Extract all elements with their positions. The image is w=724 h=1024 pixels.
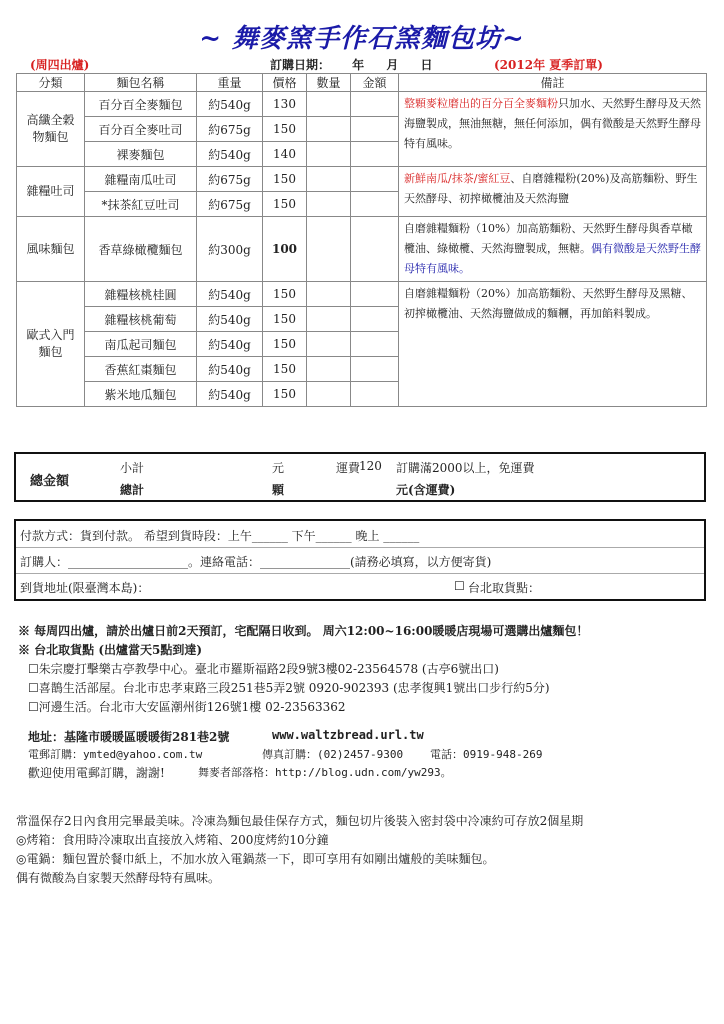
amount-cell[interactable] (351, 167, 399, 192)
col-header: 金額 (351, 74, 399, 92)
note-highlight: 整顆麥粒磨出的百分百全麥麵粉 (404, 97, 558, 110)
orderer-phone-field[interactable]: 訂購人：____________________。連絡電話：_______________(請務必填寫，以方便寄貨) (20, 555, 492, 569)
notice-pickup: ※ 台北取貨點 (出爐當天5點到達) (18, 643, 203, 657)
pickup-point-text: 喜鵲生活部屋。台北市忠孝東路三段251巷5弄2號 0920-902393 (忠孝復興1號出口步行約5分) (38, 681, 550, 695)
amount-cell[interactable] (351, 192, 399, 217)
pickup-label: 台北取貨點： (468, 581, 541, 595)
shop-address: 地址：基隆市暖暖區暖暖街281巷2號 (28, 730, 230, 744)
col-header: 價格 (263, 74, 307, 92)
quantity-cell[interactable] (307, 192, 351, 217)
pickup-point (28, 698, 346, 715)
amount-cell[interactable] (351, 117, 399, 142)
category-cell: 風味麵包 (17, 217, 85, 282)
pickup-point-text: 朱宗慶打擊樂古亭教學中心。臺北市羅斯福路2段9號3樓02-23564578 (古亭6號出口) (38, 662, 499, 676)
bread-price: 150 (263, 282, 307, 307)
bread-name: *抹茶紅豆吐司 (85, 192, 197, 217)
free-shipping-note: 訂購滿2000以上，免運費 (396, 461, 535, 475)
flavor-note: 偶有微酸為自家製天然酵母特有風味。 (16, 871, 221, 885)
bread-name: 雜糧核桃葡萄 (85, 307, 197, 332)
bread-weight: 約300g (197, 217, 263, 282)
note-text: 、自磨雜糧粉(20%)及高筋麵粉、野生天然酵母、初搾橄欖油及天然海鹽 (404, 172, 698, 205)
total-unit: 顆 (272, 483, 285, 497)
category-cell: 高纖全穀物麵包 (17, 92, 85, 167)
bread-weight: 約540g (197, 142, 263, 167)
yuan-unit: 元 (272, 461, 285, 475)
quantity-cell[interactable] (307, 92, 351, 117)
bread-weight: 約540g (197, 332, 263, 357)
bread-name: 裸麥麵包 (85, 142, 197, 167)
address-field[interactable]: 到貨地址(限臺灣本島)： (20, 581, 150, 595)
steamer-instruction: ◎電鍋：麵包置於餐巾紙上，不加水放入電鍋蒸一下，即可享用有如剛出爐般的美味麵包。 (16, 852, 495, 866)
blog-link[interactable]: 舞麥者部落格：http://blog.udn.com/yw293。 (198, 766, 452, 779)
bread-price: 150 (263, 332, 307, 357)
note-highlight: 新鮮南瓜/抹茶/蜜紅豆 (404, 172, 511, 185)
note-cell (399, 92, 707, 167)
order-table (16, 73, 707, 407)
order-date-field[interactable]: 訂購日期： 年 月 日 (270, 58, 433, 72)
bread-weight: 約675g (197, 117, 263, 142)
total-suffix: 元(含運費) (396, 483, 456, 497)
note-text: 自磨雜糧麵粉（20%）加高筋麵粉、天然野生酵母及黑糖、初搾橄欖油、天然海鹽做成的麵糰，再加餡料製成。 (404, 287, 693, 320)
quantity-cell[interactable] (307, 217, 351, 282)
table-row (17, 92, 707, 117)
quantity-cell[interactable] (307, 282, 351, 307)
bread-weight: 約540g (197, 282, 263, 307)
table-header-row (17, 74, 707, 92)
oven-instruction: ◎烤箱：食用時冷凍取出直接放入烤箱、200度烤約10分鐘 (16, 833, 329, 847)
delivery-time-row (16, 521, 704, 548)
batch-label: (周四出爐) (30, 58, 90, 72)
bread-price: 150 (263, 357, 307, 382)
notice-weekly: ※ 每周四出爐，請於出爐日前2天預訂，宅配隔日收到。 周六12:00~16:00暖暖店現場可選購出爐麵包！ (18, 624, 589, 638)
bread-weight: 約675g (197, 167, 263, 192)
bread-name: 百分百全麥吐司 (85, 117, 197, 142)
col-header: 重量 (197, 74, 263, 92)
pickup-point (28, 679, 550, 696)
storage-note: 常溫保存2日內食用完畢最美味。冷凍為麵包最佳保存方式，麵包切片後裝入密封袋中冷凍約可存放2個星期 (16, 814, 584, 828)
season-label: (2012年 夏季訂單) (494, 58, 603, 72)
welcome-text: 歡迎使用電郵訂購，謝謝! (28, 766, 165, 780)
amount-cell[interactable] (351, 92, 399, 117)
amount-cell[interactable] (351, 282, 399, 307)
customer-form (14, 519, 706, 601)
amount-cell[interactable] (351, 217, 399, 282)
total-amount-label: 總金額 (30, 474, 70, 489)
bread-price: 130 (263, 92, 307, 117)
note-cell (399, 217, 707, 282)
amount-cell[interactable] (351, 382, 399, 407)
pickup-checkbox[interactable]: ☐ (28, 662, 39, 676)
bread-price: 150 (263, 382, 307, 407)
amount-cell[interactable] (351, 357, 399, 382)
bread-weight: 約540g (197, 357, 263, 382)
quantity-cell[interactable] (307, 357, 351, 382)
pickup-checkbox[interactable]: ☐ (28, 700, 39, 714)
bread-price: 100 (263, 217, 307, 282)
bread-price: 150 (263, 117, 307, 142)
bread-weight: 約540g (197, 382, 263, 407)
shipping-label: 運費 (336, 461, 361, 475)
quantity-cell[interactable] (307, 307, 351, 332)
bread-price: 140 (263, 142, 307, 167)
bread-price: 150 (263, 192, 307, 217)
subtotal-label: 小計 (120, 461, 145, 475)
quantity-cell[interactable] (307, 142, 351, 167)
shipping-value: 120 (359, 459, 382, 473)
bread-weight: 約540g (197, 92, 263, 117)
note-highlight: 偶有微酸是天然野生酵母特有風味。 (404, 242, 701, 275)
bread-name: 雜糧核桃桂圓 (85, 282, 197, 307)
note-cell (399, 282, 707, 407)
pickup-checkbox[interactable]: ☐ (28, 681, 39, 695)
pickup-point (28, 660, 499, 677)
bread-price: 150 (263, 307, 307, 332)
bread-name: 百分百全麥麵包 (85, 92, 197, 117)
total-box (14, 452, 706, 502)
order-subheader (18, 56, 706, 72)
quantity-cell[interactable] (307, 117, 351, 142)
bread-weight: 約675g (197, 192, 263, 217)
note-text: 自磨雜糧麵粉（10%）加高筋麵粉、天然野生酵母與香草橄欖油、綠橄欖、天然海鹽製成，無糖。 (404, 222, 693, 255)
amount-cell[interactable] (351, 332, 399, 357)
bread-name: 雜糧南瓜吐司 (85, 167, 197, 192)
quantity-cell[interactable] (307, 167, 351, 192)
address-row (16, 573, 704, 599)
table-row (17, 167, 707, 192)
email-order[interactable]: 電郵訂購：ymted@yahoo.com.tw (28, 748, 203, 761)
bread-name: 香草綠橄欖麵包 (85, 217, 197, 282)
col-header: 備註 (399, 74, 707, 92)
bread-price: 150 (263, 167, 307, 192)
orderer-row (16, 547, 704, 574)
quantity-cell[interactable] (307, 382, 351, 407)
category-cell: 雜糧吐司 (17, 167, 85, 217)
fax-order: 傳真訂購：(02)2457-9300 (262, 748, 404, 761)
amount-cell[interactable] (351, 142, 399, 167)
pickup-checkbox[interactable]: ☐ (454, 579, 465, 593)
note-text: 只加水、天然野生酵母及天然海鹽製成，無油無糖，無任何添加，偶有微酸是天然野生酵母特有風味。 (404, 97, 701, 150)
bread-name: 香蕉紅棗麵包 (85, 357, 197, 382)
bread-name: 紫米地瓜麵包 (85, 382, 197, 407)
col-header: 分類 (17, 74, 85, 92)
quantity-cell[interactable] (307, 332, 351, 357)
table-row (17, 217, 707, 282)
page-title: ~ 舞麥窯手作石窯麵包坊~ (199, 24, 525, 54)
col-header: 麵包名稱 (85, 74, 197, 92)
pickup-point-text: 河邊生活。台北市大安區潮州街126號1樓 02-23563362 (38, 700, 346, 714)
category-cell: 歐式入門麵包 (17, 282, 85, 407)
table-row (17, 282, 707, 307)
website-link[interactable]: www.waltzbread.url.tw (272, 728, 424, 742)
bread-name: 南瓜起司麵包 (85, 332, 197, 357)
grand-total-label: 總計 (120, 483, 145, 497)
bread-weight: 約540g (197, 307, 263, 332)
col-header: 數量 (307, 74, 351, 92)
phone-number: 電話：0919-948-269 (430, 748, 543, 761)
amount-cell[interactable] (351, 307, 399, 332)
delivery-time-field[interactable]: 付款方式：貨到付款。 希望到貨時段：上午______ 下午______ 晚上 ______ (20, 529, 420, 543)
note-cell (399, 167, 707, 217)
